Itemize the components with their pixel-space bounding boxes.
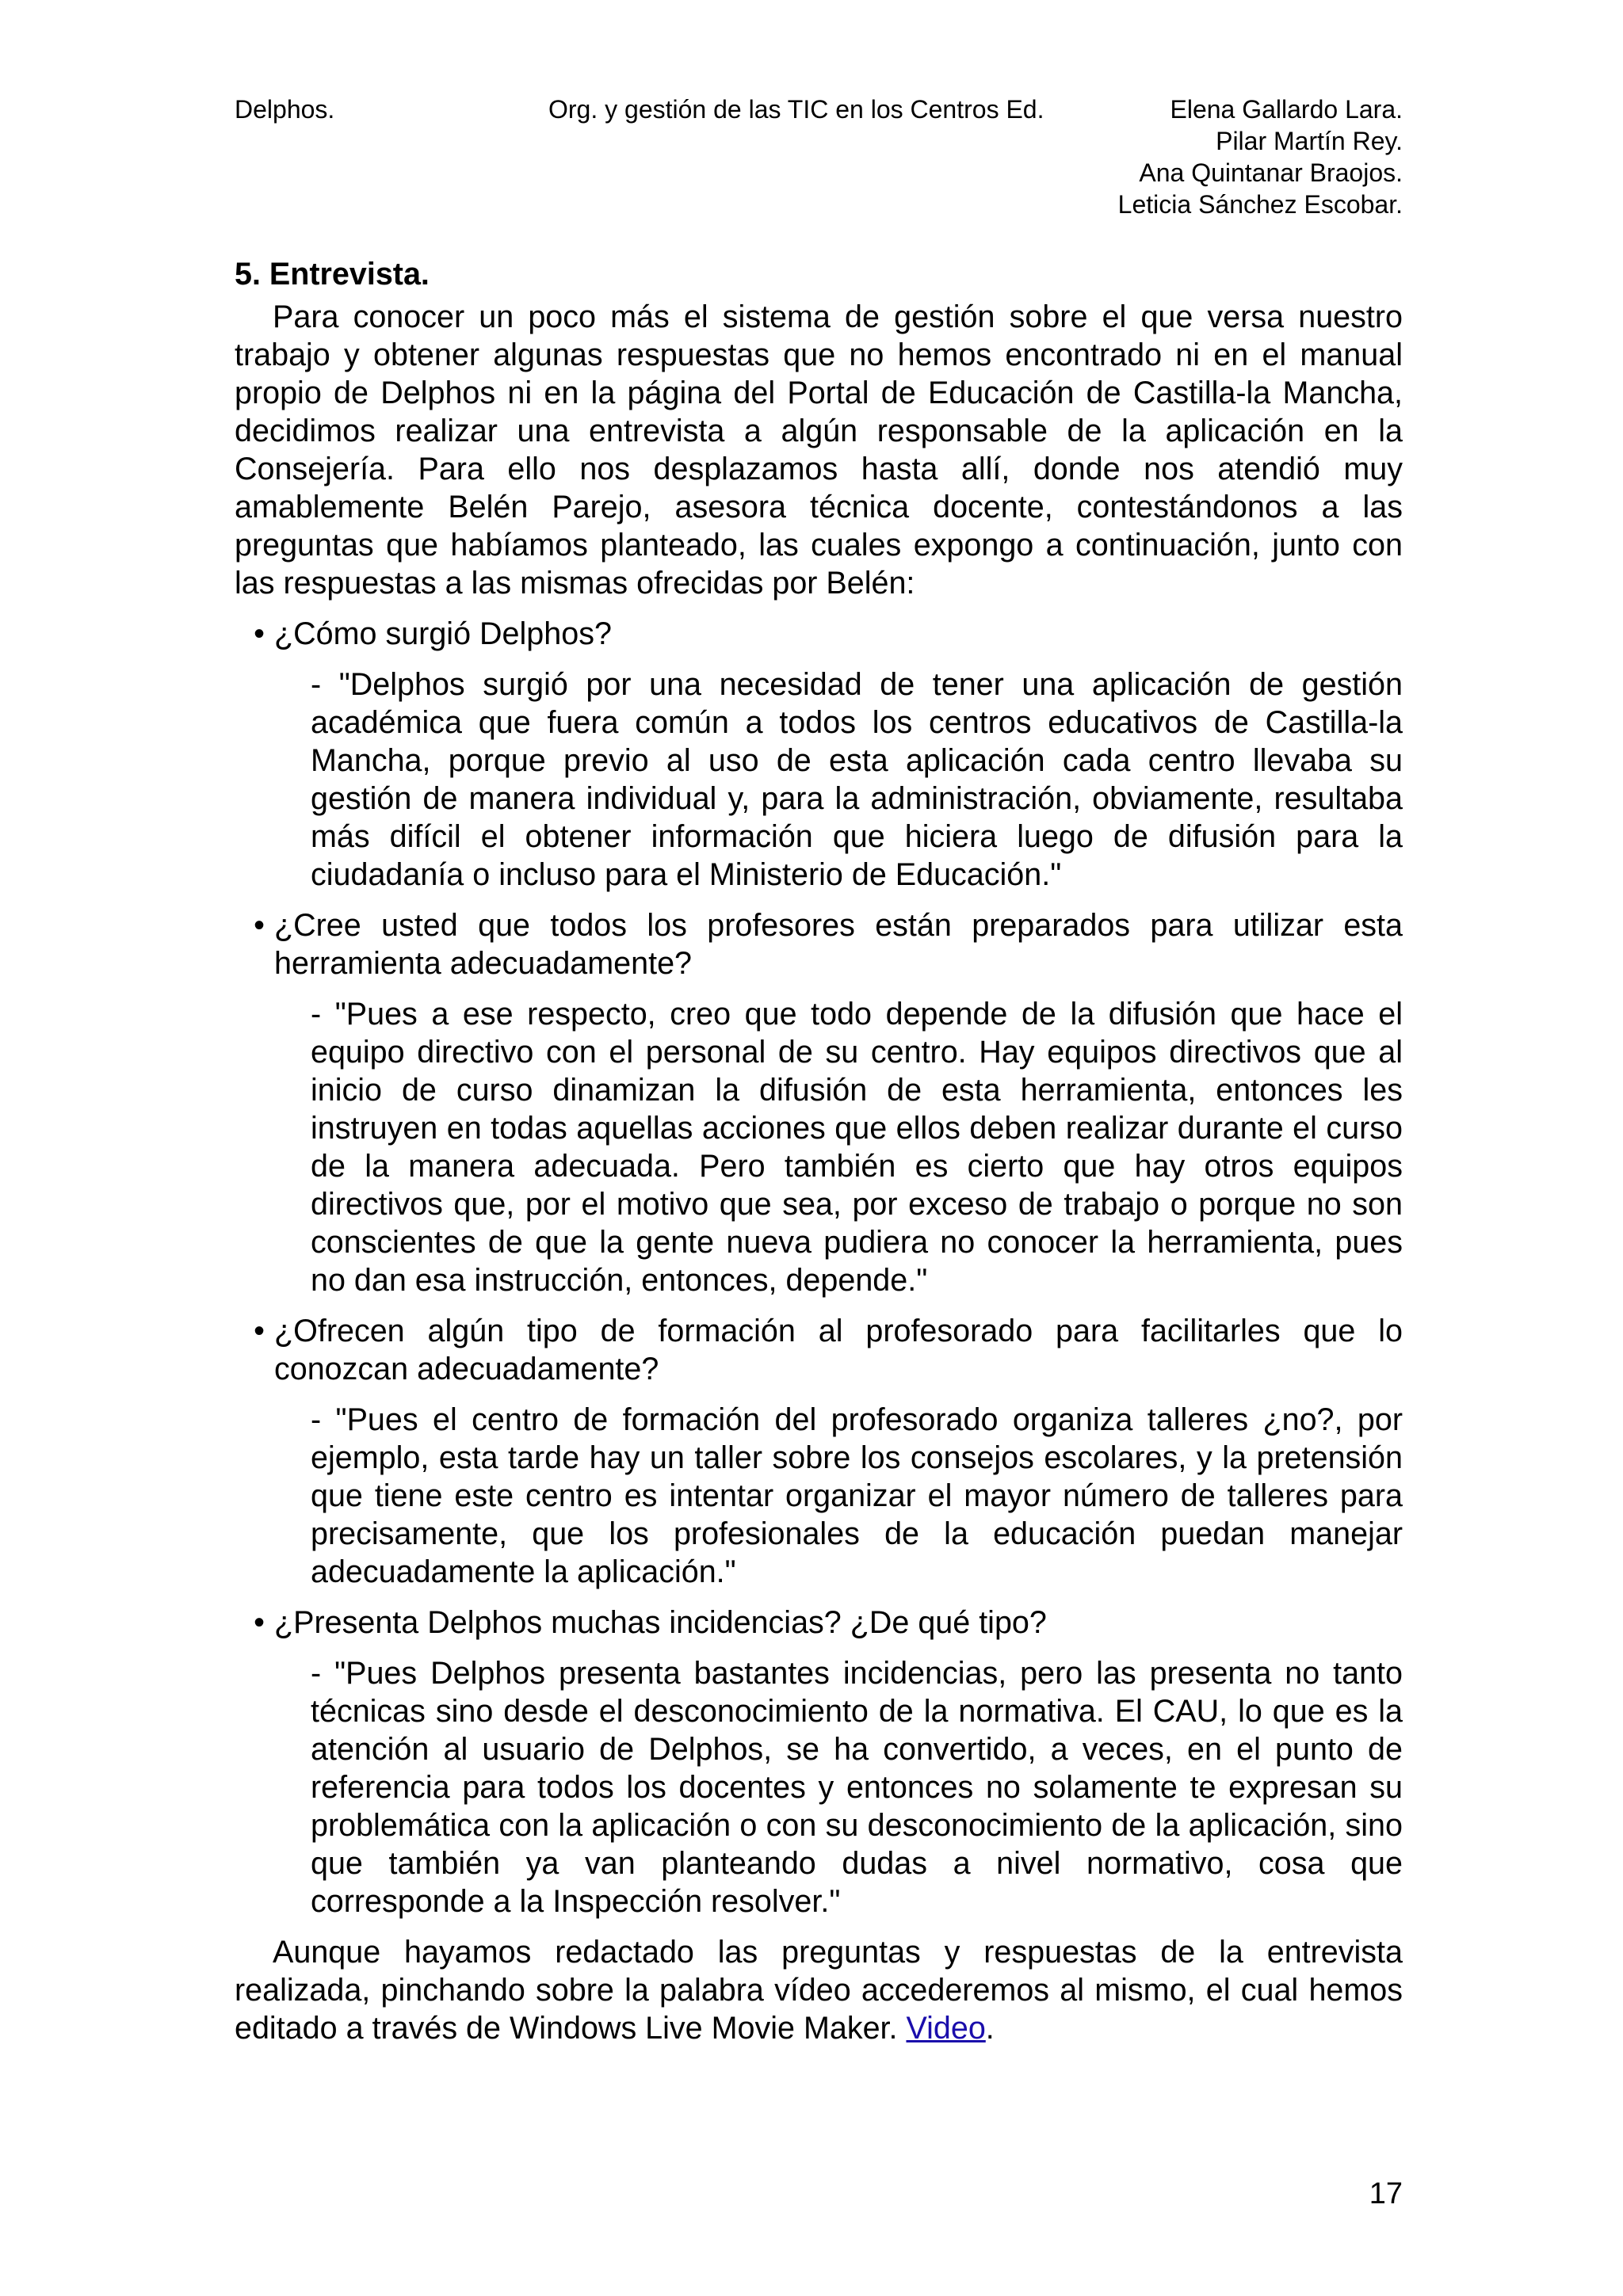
qa-question <box>235 615 1403 653</box>
qa-question <box>235 906 1403 982</box>
bullet-icon: • <box>254 908 265 943</box>
qa-answer: - "Pues el centro de formación del profesorado organiza talleres ¿no?, por ejemplo, esta tarde hay un taller sobre los consejos escolares, y la pretensión que tiene este centro es intentar organizar el mayor número de talleres para precisamente, que los profesionales de la educación puedan manejar adecuadamente la aplicación." <box>311 1402 1403 1589</box>
question-text: ¿Cree usted que todos los profesores están preparados para utilizar esta herramienta adecuadamente? <box>274 908 1403 981</box>
header-title: Delphos. <box>235 95 335 124</box>
qa-question <box>235 1312 1403 1388</box>
intro-paragraph: Para conocer un poco más el sistema de gestión sobre el que versa nuestro trabajo y obtener algunas respuestas que no hemos encontrado ni en el manual propio de Delphos ni en la página del Portal de Educación de Castilla-la Mancha, decidimos realizar una entrevista a algún responsable de la aplicación en la Consejería. Para ello nos desplazamos hasta allí, donde nos atendió muy amablemente Belén Parejo, asesora técnica docente, contestándonos a las preguntas que habíamos planteado, las cuales expongo a continuación, junto con las respuestas a las mismas ofrecidas por Belén: <box>235 299 1403 601</box>
section-heading: 5. Entrevista. <box>235 257 430 292</box>
page-number: 17 <box>1369 2177 1403 2210</box>
qa-answer: - "Delphos surgió por una necesidad de tener una aplicación de gestión académica que fuera común a todos los centros educativos de Castilla-la Mancha, porque previo al uso de esta aplicación cada centro llevaba su gestión de manera individual y, para la administración, obviamente, resultaba más difícil el obtener información que hiciera luego de difusión para la ciudadanía o incluso para el Ministerio de Educación." <box>311 667 1403 892</box>
author-name: Pilar Martín Rey. <box>1216 127 1403 155</box>
header-subject: Org. y gestión de las TIC en los Centros Ed. <box>548 95 1044 124</box>
question-text: ¿Presenta Delphos muchas incidencias? ¿De qué tipo? <box>274 1605 1047 1640</box>
page-content <box>235 255 1403 2047</box>
header-authors <box>1118 93 1403 220</box>
question-text: ¿Cómo surgió Delphos? <box>274 616 612 651</box>
author-name: Elena Gallardo Lara. <box>1170 95 1403 124</box>
bullet-icon: • <box>254 616 265 651</box>
question-text: ¿Ofrecen algún tipo de formación al profesorado para facilitarles que lo conozcan adecuadamente? <box>274 1314 1403 1386</box>
bullet-icon: • <box>254 1314 265 1348</box>
author-name: Ana Quintanar Braojos. <box>1139 158 1403 187</box>
closing-period: . <box>985 2011 995 2046</box>
qa-answer: - "Pues a ese respecto, creo que todo depende de la difusión que hace el equipo directivo con el personal de su centro. Hay equipos directivos que al inicio de curso dinamizan la difusión de esta herramienta, entonces les instruyen en todas aquellas acciones que ellos deben realizar durante el curso de la manera adecuada. Pero también es cierto que hay otros equipos directivos que, por el motivo que sea, por exceso de trabajo o porque no son conscientes de que la gente nueva pudiera no conocer la herramienta, pues no dan esa instrucción, entonces, depende." <box>311 997 1403 1298</box>
closing-text: Aunque hayamos redactado las preguntas y respuestas de la entrevista realizada, pinchando sobre la palabra vídeo accederemos al mismo, el cual hemos editado a través de Windows Live Movie Maker. <box>235 1935 1403 2046</box>
closing-paragraph <box>235 1933 1403 2047</box>
qa-question <box>235 1604 1403 1642</box>
bullet-icon: • <box>254 1605 265 1640</box>
video-link[interactable]: Video <box>906 2011 986 2046</box>
qa-answer: - "Pues Delphos presenta bastantes incidencias, pero las presenta no tanto técnicas sino desde el desconocimiento de la normativa. El CAU, lo que es la atención al usuario de Delphos, se ha convertido, a veces, en el punto de referencia para todos los docentes y entonces no solamente te expresan su problemática con la aplicación o con su desconocimiento de la aplicación, sino que también ya van planteando dudas a nivel normativo, cosa que corresponde a la Inspección resolver." <box>311 1656 1403 1919</box>
author-name: Leticia Sánchez Escobar. <box>1117 190 1403 219</box>
